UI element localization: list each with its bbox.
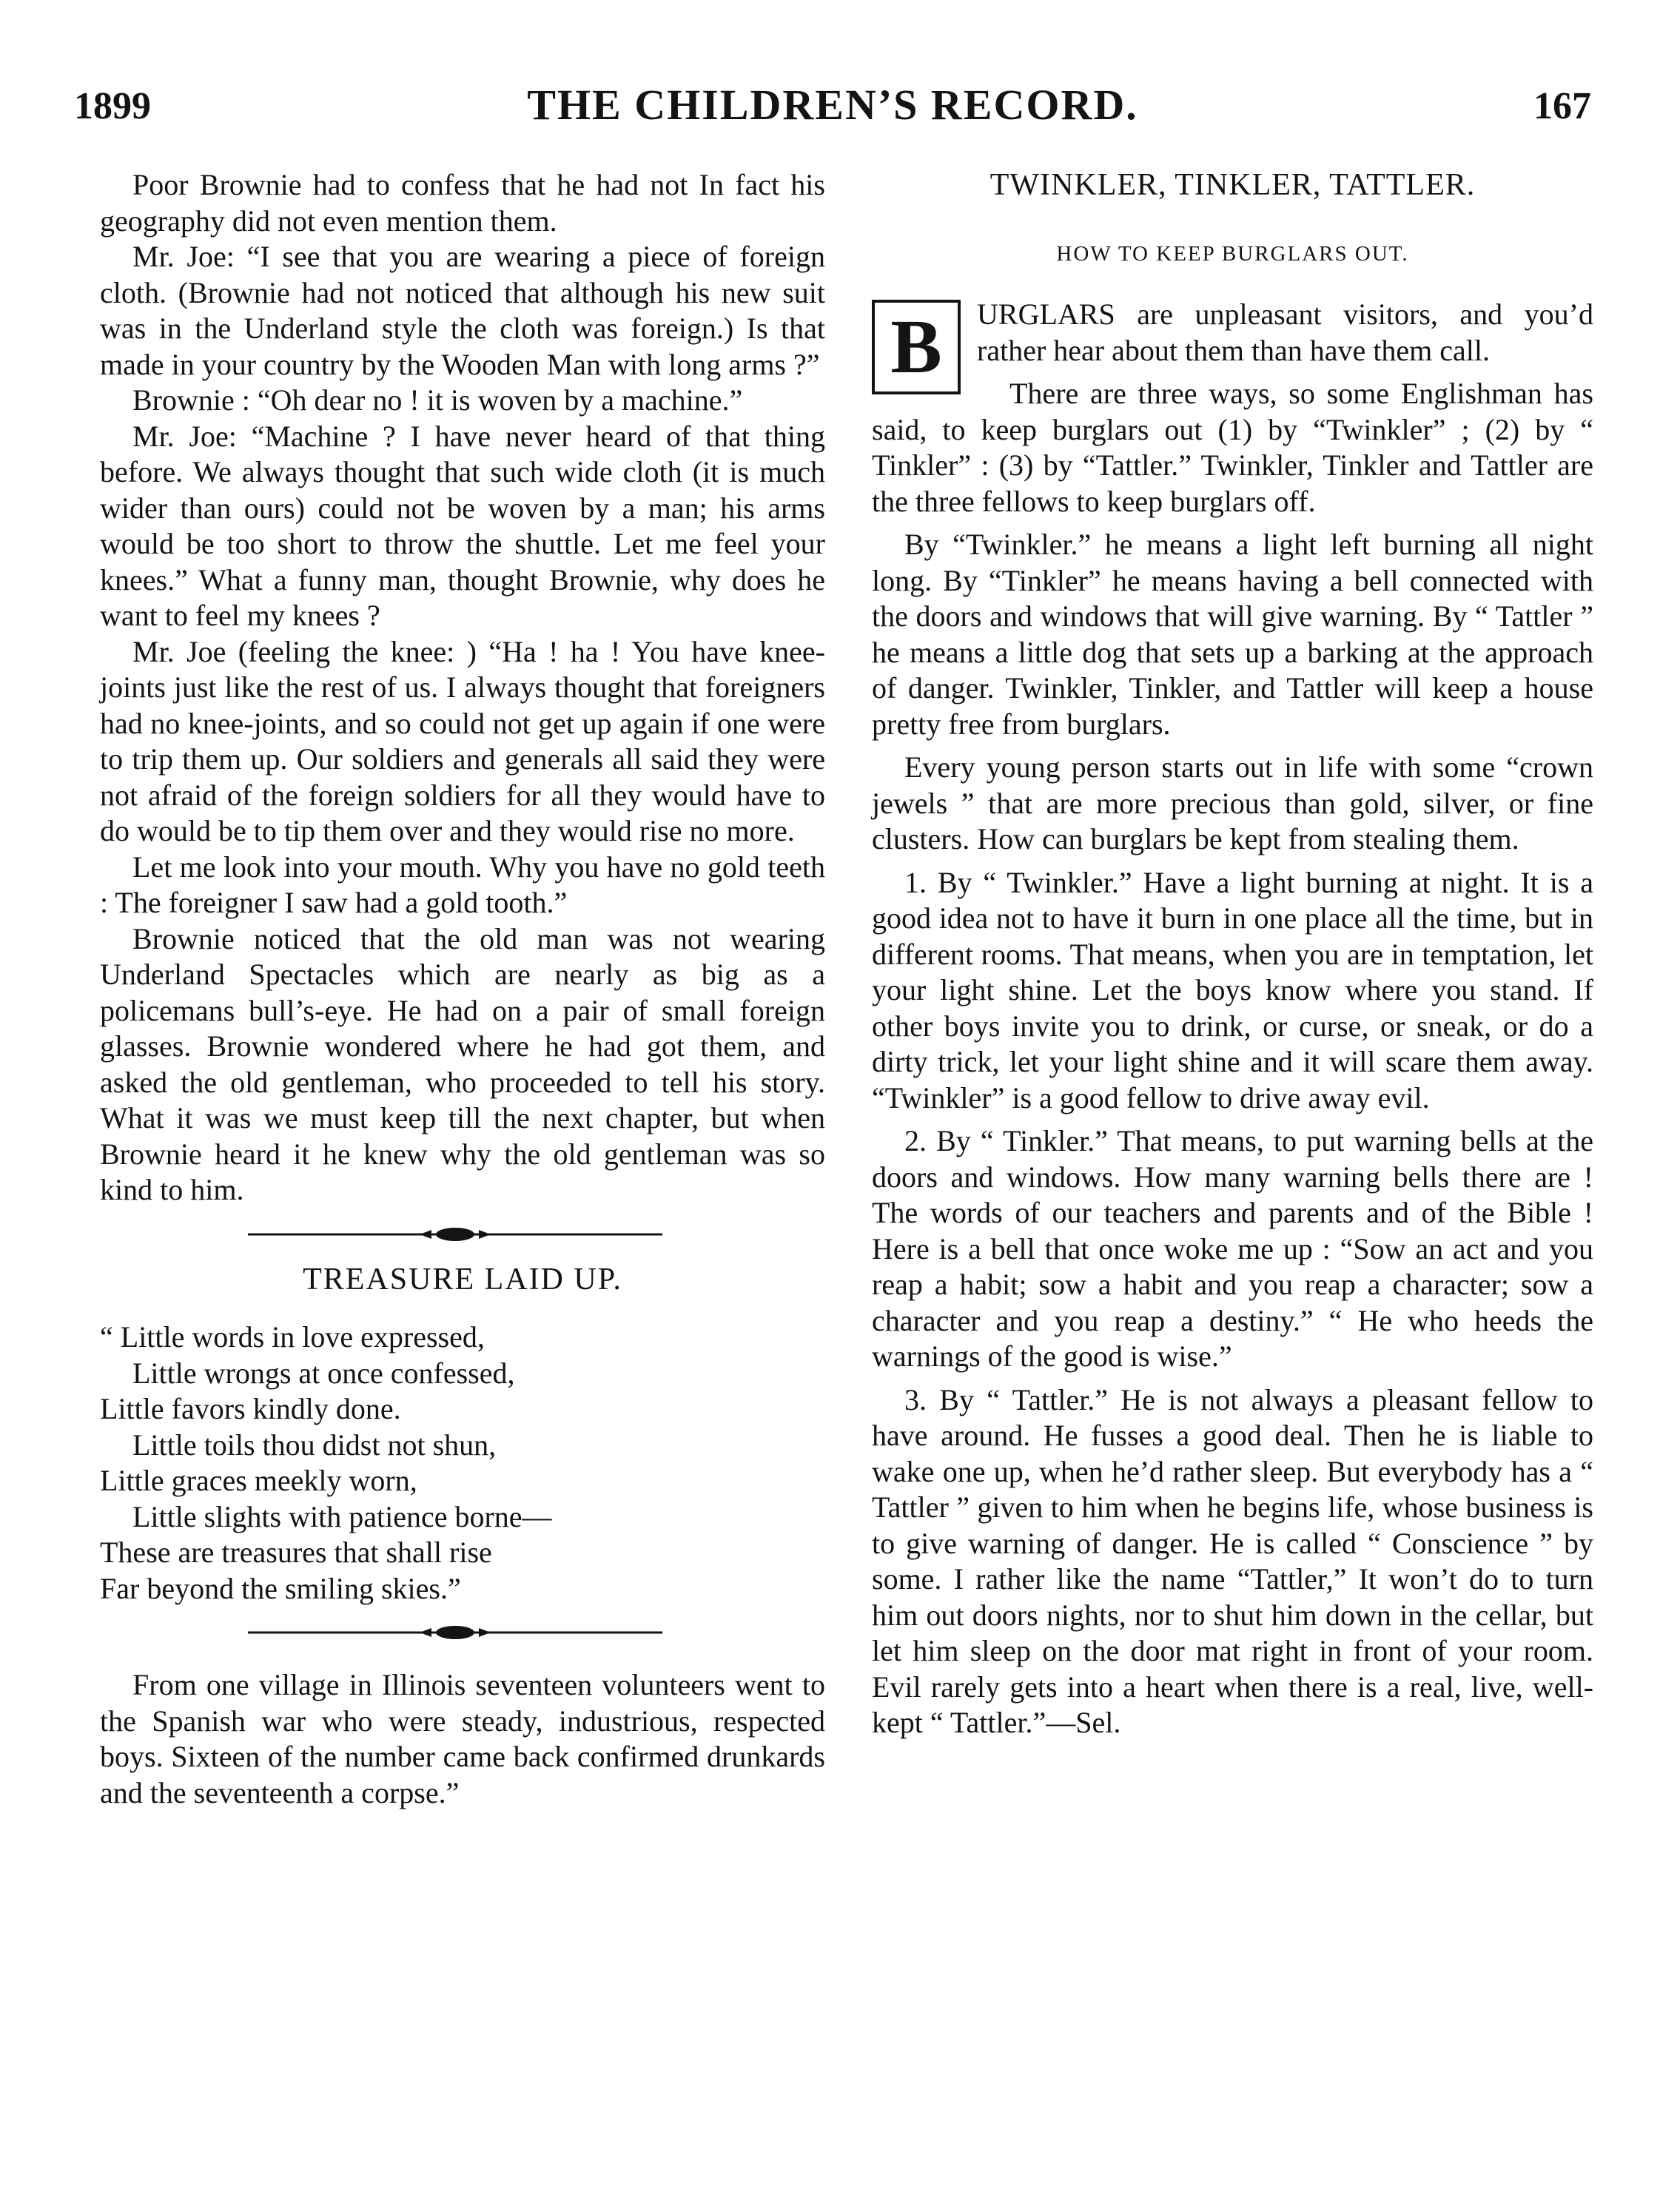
- story-paragraph: Let me look into your mouth. Why you have no gold teeth : The foreigner I saw had a gold tooth.”: [100, 850, 825, 919]
- story-paragraph: Poor Brownie had to confess that he had not In fact his geography did not even mention them.: [100, 168, 825, 238]
- poem-line: These are treasures that shall rise: [100, 1536, 492, 1569]
- section-divider: [100, 1208, 825, 1262]
- poem-line: Little favors kindly done.: [100, 1392, 401, 1425]
- dropcap-letter: B: [872, 300, 961, 394]
- article-paragraph: 2. By “ Tinkler.” That means, to put warning bells at the doors and windows. How many warning bells there are ! The words of our teachers and parents and of the Bible ! Here is a bell that once woke me up : “Sow an act and you reap a habit; sow a habit and you reap a character; sow a character and you reap a destiny.” “ He who heeds the warnings of the good is wise.”: [872, 1124, 1593, 1373]
- treasure-title: TREASURE LAID UP.: [303, 1262, 622, 1297]
- header-title: THE CHILDREN’S RECORD.: [527, 81, 1138, 129]
- article-title: TWINKLER, TINKLER, TATTLER.: [989, 168, 1476, 202]
- poem-line: Little slights with patience borne—: [132, 1499, 552, 1533]
- article-paragraph: Every young person starts out in life with some “crown jewels ” that are more precious than gold, silver, or fine clusters. How can burglars be kept from stealing them.: [872, 750, 1593, 855]
- article-first-paragraph: URGLARS are unpleasant visitors, and you’d rather hear about them than have them call.: [977, 297, 1593, 367]
- article-paragraph: By “Twinkler.” he means a light left burning all night long. By “Tinkler” he means having a bell connected with the doors and windows that will give warning. By “ Tattler ” he means a little dog that sets up a barking at the approach of danger. Twinkler, Tinkler, and Tattler will keep a house pretty free from burglars.: [872, 528, 1593, 741]
- poem-line: Little graces meekly worn,: [100, 1464, 417, 1497]
- article-intro: [872, 297, 1593, 389]
- story-paragraph: Mr. Joe: “I see that you are wearing a piece of foreign cloth. (Brownie had not noticed that although his new suit was in the Underland style the cloth was foreign.) Is that made in your country by the Wooden Man with long arms ?”: [100, 240, 825, 381]
- article-paragraph: There are three ways, so some Englishman has said, to keep burglars out (1) by “Twinkler” ; (2) by “ Tinkler” : (3) by “Tattler.” Twinkler, Tinkler and Tattler are the three fellows to keep burglars off.: [872, 377, 1593, 518]
- poem-line: Little wrongs at once confessed,: [132, 1356, 515, 1390]
- ornament-divider-icon: [248, 1621, 662, 1644]
- page-header: [74, 80, 1591, 139]
- poem-line: Far beyond the smiling skies.”: [100, 1571, 461, 1605]
- article-subtitle: HOW TO KEEP BURGLARS OUT.: [1056, 241, 1409, 266]
- story-paragraph: Mr. Joe: “Machine ? I have never heard of that thing before. We always thought that such wide cloth (it is much wider than ours) could not be woven by a man; his arms would be too short to throw the shuttle. Let me feel your knees.” What a funny man, thought Brownie, why does he want to feel my knees ?: [100, 419, 825, 632]
- story-paragraph: Brownie noticed that the old man was not wearing Underland Spectacles which are nearly as big as a policemans bull’s-eye. He had on a pair of small foreign glasses. Brownie wondered where he had got them, and asked the old gentleman, who proceeded to tell his story. What it was we must keep till the next chapter, but when Brownie heard it he knew why the old gentleman was so kind to him.: [100, 921, 825, 1206]
- poem-line: “ Little words in love expressed,: [100, 1320, 485, 1354]
- left-column: [100, 167, 825, 1811]
- poem-line: Little toils thou didst not shun,: [132, 1428, 497, 1462]
- article-paragraph: 1. By “ Twinkler.” Have a light burning at night. It is a good idea not to have it burn in one place all the time, but in different rooms. That means, when you are in temptation, let your light shine. Let the boys know where you stand. If other boys invite you to drink, or curse, or sneak, or do a dirty trick, let your light shine and it will scare them away. “Twinkler” is a good fellow to drive away evil.: [872, 865, 1593, 1114]
- story-paragraph: Brownie : “Oh dear no ! it is woven by a machine.”: [132, 383, 743, 417]
- closing-paragraph: From one village in Illinois seventeen volunteers went to the Spanish war who were steady, industrious, respected boys. Sixteen of the number came back confirmed drunkards and the seventeenth a corpse.”: [100, 1668, 825, 1809]
- ornament-divider-icon: [248, 1223, 662, 1245]
- story-paragraph: Mr. Joe (feeling the knee: ) “Ha ! ha ! You have knee-joints just like the rest of us. I always thought that foreigners had no knee-joints, and so could not get up again if one were to trip them up. Our soldiers and generals all said they were not afraid of the foreign soldiers for all they would have to do would be to tip them over and they would rise no more.: [100, 634, 825, 847]
- header-year: 1899: [74, 85, 151, 127]
- poem: [100, 1319, 825, 1607]
- section-divider: [100, 1607, 825, 1660]
- right-column: [872, 167, 1593, 1741]
- header-page-number: 167: [1533, 85, 1591, 127]
- article-paragraph: 3. By “ Tattler.” He is not always a pleasant fellow to have around. He fusses a good deal. Then he is liable to wake one up, when he’d rather sleep. But everybody has a “ Tattler ” given to him when he begins life, whose business is to give warning of danger. He is called “ Conscience ” by some. I rather like the name “Tattler,” It won’t do to turn him out doors nights, nor to shut him down in the cellar, but let him sleep on the door mat right in front of your room. Evil rarely gets into a heart when there is a real, live, well-kept “ Tattler.”—Sel.: [872, 1382, 1593, 1739]
